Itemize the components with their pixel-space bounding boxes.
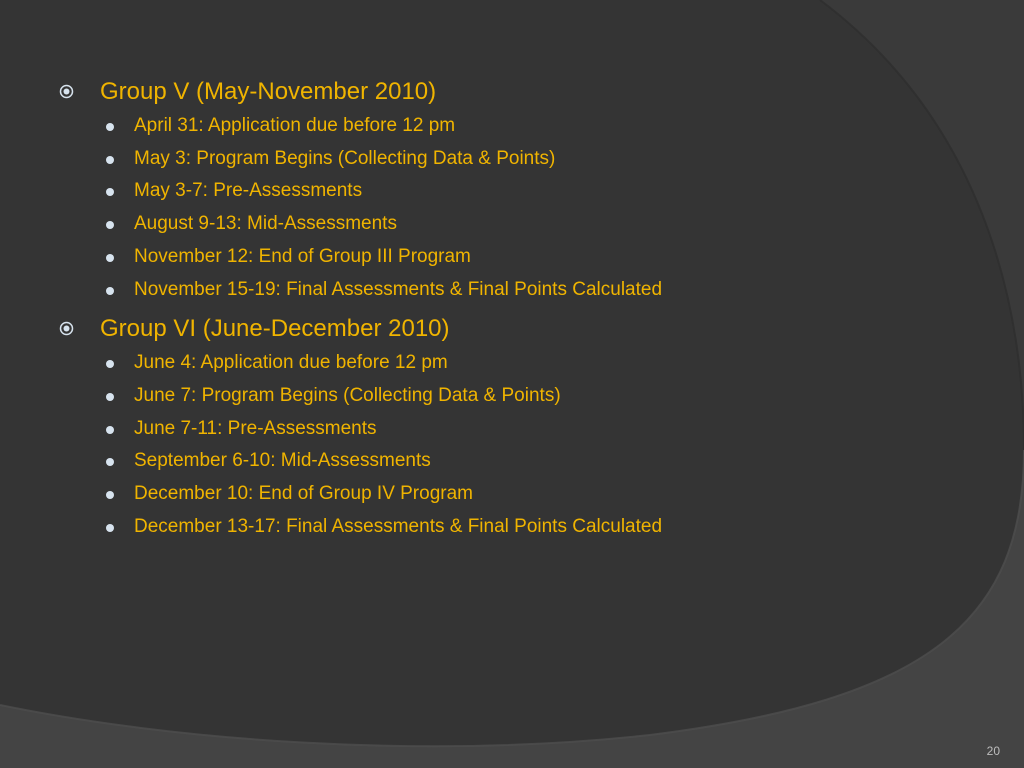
bullet-dot-icon — [106, 287, 114, 295]
list-item: November 15-19: Final Assessments & Final Points Calculated — [134, 279, 663, 300]
bullet-dot-icon — [106, 123, 114, 131]
bullet-dot-icon — [106, 221, 114, 229]
bullet-dot-icon — [106, 524, 114, 532]
list-item: December 10: End of Group IV Program — [134, 483, 473, 504]
bullet-dot-icon — [106, 491, 114, 499]
list-item: August 9-13: Mid-Assessments — [134, 213, 397, 234]
bullet-circle-icon — [59, 321, 74, 336]
page-number: 20 — [986, 744, 1000, 758]
list-item: May 3-7: Pre-Assessments — [134, 180, 363, 201]
list-item: June 4: Application due before 12 pm — [134, 352, 448, 373]
section-heading: Group V (May-November 2010) — [100, 78, 437, 105]
list-item: November 12: End of Group III Program — [134, 246, 471, 267]
bullet-dot-icon — [106, 254, 114, 262]
list-item: April 31: Application due before 12 pm — [134, 115, 456, 136]
list-item: September 6-10: Mid-Assessments — [134, 450, 431, 471]
bullet-dot-icon — [106, 393, 114, 401]
section-heading: Group VI (June-December 2010) — [100, 315, 450, 342]
bullet-dot-icon — [106, 360, 114, 368]
list-item: May 3: Program Begins (Collecting Data & Points) — [134, 148, 556, 169]
list-item: June 7: Program Begins (Collecting Data & Points) — [134, 385, 561, 406]
list-item: June 7-11: Pre-Assessments — [134, 418, 377, 439]
bullet-dot-icon — [106, 426, 114, 434]
bullet-dot-icon — [106, 188, 114, 196]
bullet-dot-icon — [106, 458, 114, 466]
bullet-circle-icon — [59, 84, 74, 99]
list-item: December 13-17: Final Assessments & Final Points Calculated — [134, 516, 663, 537]
bullet-dot-icon — [106, 156, 114, 164]
